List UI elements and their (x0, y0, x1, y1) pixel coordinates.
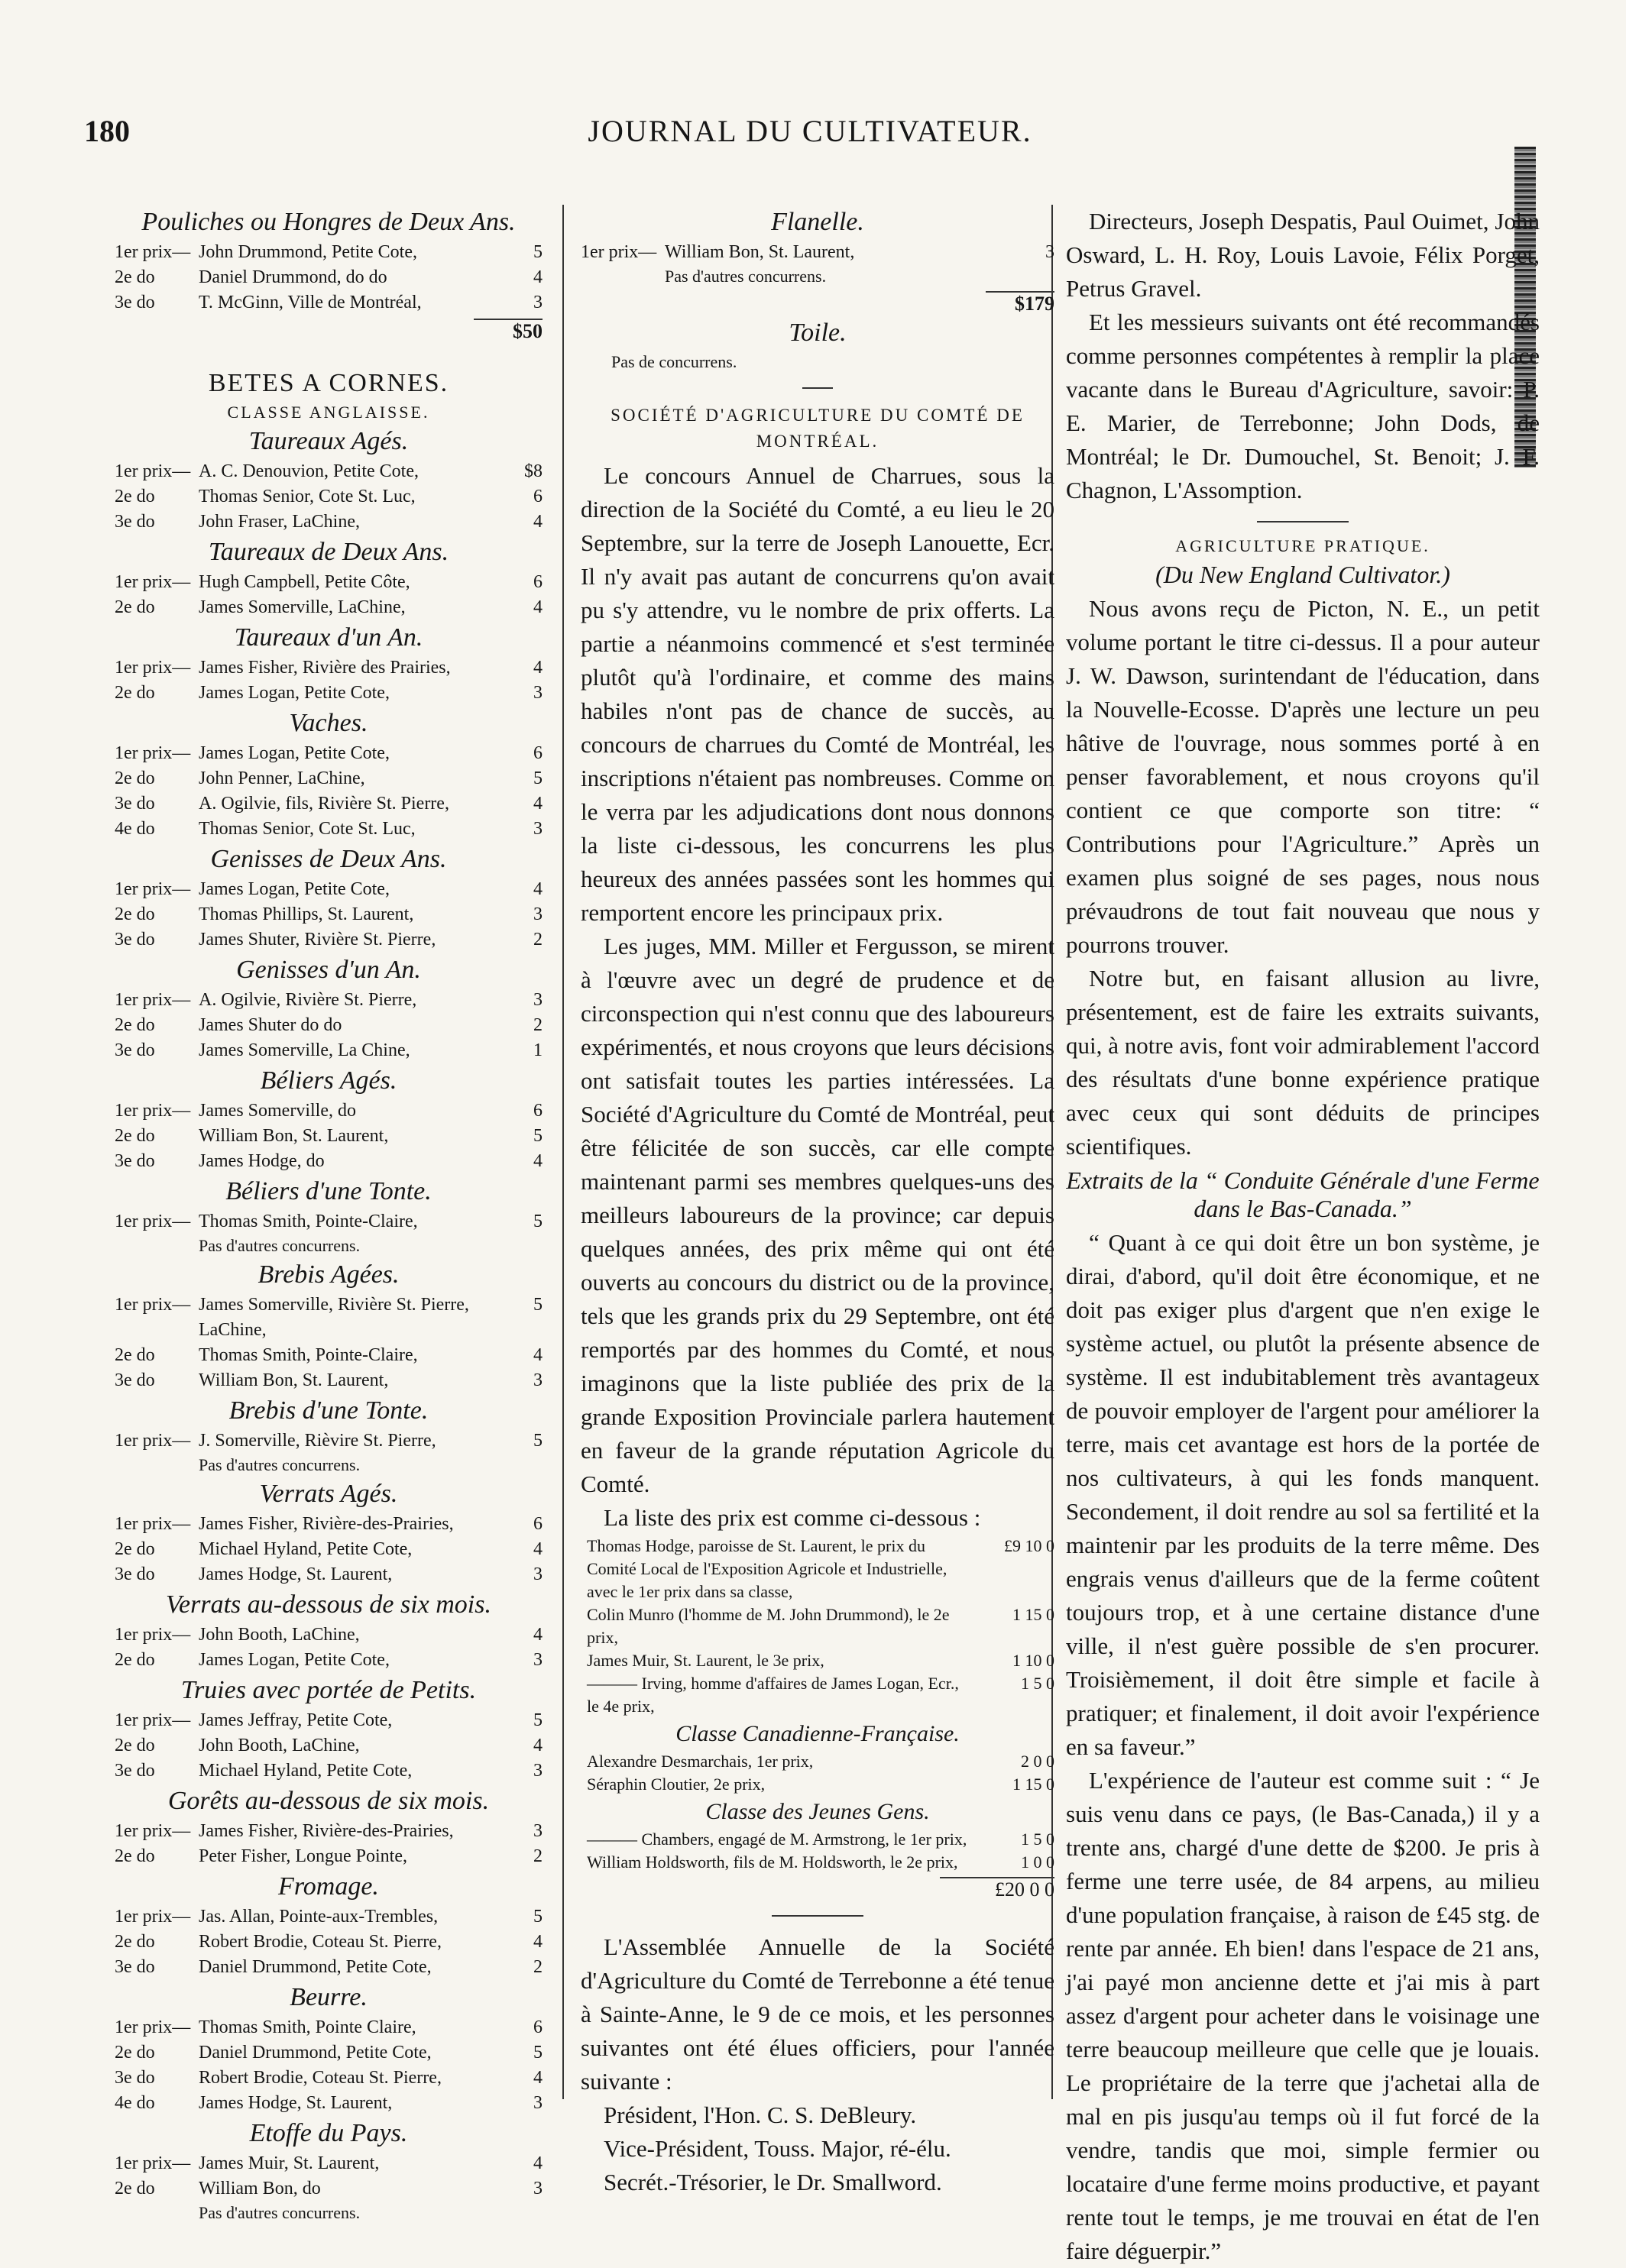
prize-amount: 4 (533, 1151, 543, 1171)
prize-rank: 2e do (115, 487, 155, 506)
prize-row (581, 1773, 1054, 1796)
prize-row (581, 1851, 1054, 1874)
winner-name: Robert Brodie, Coteau St. Pierre, (199, 2068, 442, 2088)
prize-amount: 6 (533, 1101, 543, 1121)
prize-rank: 3e do (115, 1957, 155, 1977)
prize-amount: 5 (533, 1907, 543, 1927)
prize-row (115, 1512, 543, 1537)
prize-row (115, 1428, 543, 1454)
prize-list (115, 2151, 543, 2202)
prize-rank: 1er prix— (115, 743, 191, 763)
section-title: Toile. (789, 319, 847, 347)
winner-name: James Fisher, Rivière-des-Prairies, (199, 1514, 454, 1534)
prize-amount: 3 (533, 683, 543, 703)
section-title: Brebis d'une Tonte. (228, 1396, 429, 1425)
winner-name: Thomas Senior, Cote St. Luc, (199, 819, 416, 839)
page-number: 180 (84, 114, 130, 148)
prize-amount: 4 (533, 1736, 543, 1755)
prize-amount: 5 (533, 768, 543, 788)
prize-amount: 3 (533, 904, 543, 924)
winner-name: James Muir, St. Laurent, (199, 2153, 380, 2173)
winner-name: Daniel Drummond, Petite Cote, (199, 2043, 432, 2063)
prize-amount: 3 (533, 1821, 543, 1841)
prize-amount: 3 (533, 1370, 543, 1390)
paragraph: L'expérience de l'auteur est comme suit : “ Je suis venu dans ce pays, (le Bas-Canada,) il y a trente ans, chargé d'une dette de $200. Je pris à ferme une terre usée, de 84 arpens, au milieu d'une population française, à raison de £45 stg. de rente par année. Eh bien! dans l'espace de 21 ans, j'ai payé mon ancienne dette et j'ai mis à part assez d'argent pour acheter dans le voisinage une terre beaucoup meilleure que celle que je louais. Le propriétaire de la terre que j'achetai alla de mal en pis jusqu'au temps où il fut forcé de la vendre, tandis que moi, simple fermier ou locataire d'une ferme moins productive, et payant rente tout le temps, je me trouvai en état de l'en faire déguerpir.” (1066, 1767, 1540, 2264)
winner-name: James Somerville, LaChine, (199, 597, 406, 617)
prize-total: £20 0 0 (940, 1877, 1054, 1901)
prize-row (115, 1368, 543, 1393)
prize-rank: 2e do (115, 1650, 155, 1670)
prize-amount: 3 (533, 819, 543, 839)
prize-rank: 1er prix— (115, 242, 191, 262)
note: Pas d'autres concurrens. (199, 2203, 361, 2222)
prize-rank: 2e do (115, 597, 155, 617)
extract-title: Extraits de la “ Conduite Générale d'une Ferme dans le Bas-Canada.” (1066, 1166, 1540, 1222)
paragraph: Les juges, MM. Miller et Fergusson, se mirent à l'œuvre avec un degré de prudence et de circonspection qui n'est connu que des laboureurs expérimentés, et nous croyons que leurs décisions ont satisfait toutes les parties intéressées. La Société d'Agriculture du Comté de Montréal, peut être félicitée de son succès, car elle compte maintenant parmi ses membres quelques-uns des meilleurs laboureurs de la province; car depuis quelques années, des prix même qui ont été ouverts au concours du district ou de la province, tels que les grands prix du 29 Septembre, ont été remportés par des hommes du Comté, et nous imaginons que la liste publiée des prix de la grande Exposition Provinciale parlera hautement en faveur de la grande réputation Agricole du Comté. (581, 933, 1054, 1497)
winner-name: James Fisher, Rivière-des-Prairies, (199, 1821, 454, 1841)
officer-line: Secrét.-Trésorier, le Dr. Smallword. (604, 2169, 942, 2195)
prize-rank: 3e do (115, 512, 155, 532)
prize-rank: 4e do (115, 2093, 155, 2113)
prize-row (115, 1758, 543, 1784)
prize-rank: 4e do (115, 819, 155, 839)
prize-text: ——— Irving, homme d'affaires de James Logan, Ecr., le 4e prix, (587, 1674, 959, 1716)
prize-rank: 1er prix— (115, 1212, 191, 1231)
paragraph: Nous avons reçu de Picton, N. E., un petit volume portant le titre ci-dessus. Il a pour auteur J. W. Dawson, surintendant de l'éducation, dans la Nouvelle-Ecosse. D'après une lecture un peu hâtive de l'ouvrage, nous sommes porté à en penser favorablement, et nous croyons qu'il contient ce que comporte son titre: “ Contributions pour l'Agriculture.” Après un examen plus soigné de ses pages, nous nous prévaudrons de tout fait nouveau que nous y pourrons trouver. (1066, 595, 1540, 958)
prize-row (115, 1038, 543, 1063)
prize-row (115, 1562, 543, 1587)
section-title: Fromage. (278, 1872, 379, 1901)
divider (1257, 521, 1349, 523)
section-title: Taureaux d'un An. (234, 623, 423, 652)
prize-row (115, 877, 543, 902)
officer-line: Vice-Président, Touss. Major, ré-élu. (604, 2135, 951, 2162)
prize-amount: 5 (533, 1431, 543, 1451)
prize-row (115, 741, 543, 766)
winner-name: A. C. Denouvion, Petite Cote, (199, 461, 419, 481)
winner-name: James Shuter, Rivière St. Pierre, (199, 930, 436, 950)
winner-name: James Somerville, Rivière St. Pierre, LaChine, (199, 1295, 469, 1340)
prize-amount: 4 (533, 1345, 543, 1365)
prize-row (115, 681, 543, 706)
section-title: Verrats au-dessous de six mois. (166, 1590, 491, 1619)
paragraph: Le concours Annuel de Charrues, sous la direction de la Société du Comté, a eu lieu le 20 Septembre, sur la terre de Joseph Lanouette, Ecr. Il n'y avait pas autant de concurrens qu'on avait pu s'y attendre, vu le nombre de prix offerts. La partie a néanmoins commencé et s'est terminée plutôt qu'à l'ordinaire, et comme des mains habiles n'ont pas de chance de succès, au concours de charrues du Comté de Montréal, les inscriptions n'étaient pas nombreuses. Comme on le verra par les adjudications dont nous donnons la liste ci-dessous, les concurrens les plus heureux des années passées sont les hommes qui remportent encore les principaux prix. (581, 462, 1054, 926)
prize-list (115, 240, 543, 315)
winner-name: Jas. Allan, Pointe-aux-Trembles, (199, 1907, 439, 1927)
prize-row (115, 817, 543, 842)
prize-amount: 1 10 0 (1012, 1651, 1054, 1670)
winner-name: Peter Fisher, Longue Pointe, (199, 1846, 407, 1866)
prize-row (115, 1904, 543, 1930)
prize-row (115, 2040, 543, 2066)
prize-row (115, 1124, 543, 1149)
prize-row (115, 1098, 543, 1124)
winner-name: James Somerville, La Chine, (199, 1040, 410, 1060)
prize-amount: 6 (533, 2017, 543, 2037)
winner-name: Michael Hyland, Petite Cote, (199, 1761, 413, 1781)
class-heading: Classe Canadienne-Française. (675, 1721, 960, 1746)
prize-row (115, 1623, 543, 1648)
prize-row (581, 1672, 1054, 1718)
prize-list (115, 1209, 543, 1234)
prize-row (115, 2015, 543, 2040)
prize-amount: 2 (533, 1015, 543, 1035)
prize-rank: 1er prix— (115, 879, 191, 899)
section-title: Pouliches ou Hongres de Deux Ans. (141, 208, 516, 236)
section-title: Brebis Agées. (258, 1260, 400, 1289)
column-1 (115, 205, 543, 2224)
section-title: Genisses d'un An. (236, 956, 421, 984)
prize-row (115, 1149, 543, 1174)
prize-amount: 3 (1045, 242, 1054, 262)
prize-list (115, 1623, 543, 1673)
prize-amount: 4 (533, 512, 543, 532)
section-title: Beurre. (290, 1983, 368, 2011)
prize-amount: 1 15 0 (1012, 1605, 1054, 1624)
winner-name: James Logan, Petite Cote, (199, 1650, 390, 1670)
prize-amount: 5 (533, 242, 543, 262)
prize-list (115, 1098, 543, 1174)
prize-amount: 1 5 0 (1021, 1830, 1054, 1849)
section-title: Truies avec portée de Petits. (180, 1676, 477, 1704)
prize-amount: 4 (533, 2153, 543, 2173)
prize-row (581, 1649, 1054, 1672)
prize-rank: 3e do (115, 930, 155, 950)
prize-amount: 3 (533, 293, 543, 312)
prize-amount: 1 15 0 (1012, 1775, 1054, 1794)
column-2 (581, 205, 1054, 2199)
prize-row (115, 1733, 543, 1758)
prize-list (115, 570, 543, 620)
winner-name: Thomas Senior, Cote St. Luc, (199, 487, 416, 506)
winner-name: Thomas Smith, Pointe Claire, (199, 2017, 416, 2037)
officer-line: Président, l'Hon. C. S. DeBleury. (604, 2101, 917, 2128)
prize-rank: 1er prix— (115, 1101, 191, 1121)
prize-row (581, 1603, 1054, 1649)
winner-name: James Logan, Petite Cote, (199, 743, 390, 763)
prize-row (115, 2066, 543, 2091)
prize-rank: 3e do (115, 794, 155, 814)
prize-amount: 2 (533, 930, 543, 950)
prize-text: ——— Chambers, engagé de M. Armstrong, le 1er prix, (587, 1830, 967, 1849)
prize-amount: £9 10 0 (1004, 1536, 1054, 1555)
paragraph: La liste des prix est comme ci-dessous : (604, 1504, 981, 1531)
prize-rank: 2e do (115, 2179, 155, 2198)
prize-list (115, 1428, 543, 1454)
section-title: Genisses de Deux Ans. (210, 845, 447, 873)
prize-row (581, 240, 1054, 265)
prize-rank: 1er prix— (115, 1821, 191, 1841)
winner-name: T. McGinn, Ville de Montréal, (199, 293, 422, 312)
prize-row (115, 927, 543, 953)
winner-name: A. Ogilvie, fils, Rivière St. Pierre, (199, 794, 449, 814)
prize-row (115, 2176, 543, 2202)
section-title: Etoffe du Pays. (249, 2119, 408, 2147)
prize-amount: 4 (533, 794, 543, 814)
winner-name: Daniel Drummond, do do (199, 267, 387, 287)
winner-name: James Logan, Petite Cote, (199, 683, 390, 703)
prize-amount: 2 (533, 1957, 543, 1977)
winner-name: Michael Hyland, Petite Cote, (199, 1539, 413, 1559)
prize-amount: 5 (533, 1126, 543, 1146)
prize-row (115, 1844, 543, 1869)
section-total: $50 (474, 319, 543, 343)
prize-row (115, 1819, 543, 1844)
prize-rank: 2e do (115, 1736, 155, 1755)
prize-amount: 1 5 0 (1021, 1674, 1054, 1693)
prize-rank: 3e do (115, 1151, 155, 1171)
prize-amount: 5 (533, 1710, 543, 1730)
prize-rank: 2e do (115, 1015, 155, 1035)
prize-rank: 1er prix— (115, 2017, 191, 2037)
prize-row (581, 1750, 1054, 1773)
class-heading: Classe des Jeunes Gens. (705, 1799, 930, 1824)
prize-amount: 6 (533, 1514, 543, 1534)
section-title: Vaches. (289, 709, 368, 737)
prize-row (115, 766, 543, 791)
winner-name: James Jeffray, Petite Cote, (199, 1710, 393, 1730)
prize-list (581, 1750, 1054, 1796)
prize-rank: 3e do (115, 293, 155, 312)
prize-rank: 2e do (115, 1539, 155, 1559)
section-title: Gorêts au-dessous de six mois. (167, 1787, 490, 1815)
winner-name: William Bon, St. Laurent, (665, 242, 855, 262)
paragraph: Notre but, en faisant allusion au livre, présentement, est de faire les extraits suivants, qui, à notre avis, font voir admirablement l'accord des résultats d'une bonne expérience pratique avec ceux qui sont déduits de principes scientifiques. (1066, 965, 1540, 1160)
prize-amount: 5 (533, 2043, 543, 2063)
prize-amount: 4 (533, 879, 543, 899)
prize-text: William Holdsworth, fils de M. Holdsworth, le 2e prix, (587, 1852, 958, 1872)
prize-list (581, 1535, 1054, 1718)
winner-name: J. Somerville, Rièvire St. Pierre, (199, 1431, 436, 1451)
prize-amount: 3 (533, 1564, 543, 1584)
winner-name: James Hodge, St. Laurent, (199, 2093, 393, 2113)
prize-list (115, 2015, 543, 2116)
prize-rank: 1er prix— (581, 242, 657, 262)
winner-name: James Hodge, St. Laurent, (199, 1564, 393, 1584)
prize-amount: 3 (533, 1761, 543, 1781)
winner-name: James Shuter do do (199, 1015, 342, 1035)
prize-list (581, 240, 1054, 265)
note: Pas d'autres concurrens. (199, 1455, 361, 1474)
prize-list (115, 459, 543, 535)
prize-row (115, 510, 543, 535)
prize-amount: 4 (533, 1932, 543, 1952)
prize-rank: 1er prix— (115, 990, 191, 1010)
prize-row (581, 1828, 1054, 1851)
prize-rank: 3e do (115, 1370, 155, 1390)
prize-rank: 2e do (115, 904, 155, 924)
section-title: Béliers d'une Tonte. (225, 1177, 432, 1205)
prize-rank: 2e do (115, 1345, 155, 1365)
prize-amount: 6 (533, 487, 543, 506)
section-title: Taureaux Agés. (248, 427, 409, 455)
prize-row (115, 2151, 543, 2176)
prize-row (115, 265, 543, 290)
note: Pas d'autres concurrens. (199, 1236, 361, 1255)
section-total: $179 (986, 291, 1054, 315)
section-heading: BETES A CORNES. (208, 369, 449, 397)
winner-name: John Fraser, LaChine, (199, 512, 360, 532)
prize-rank: 1er prix— (115, 1431, 191, 1451)
winner-name: John Drummond, Petite Cote, (199, 242, 417, 262)
winner-name: John Booth, LaChine, (199, 1625, 360, 1645)
winner-name: Robert Brodie, Coteau St. Pierre, (199, 1932, 442, 1952)
divider (772, 1915, 863, 1917)
winner-name: James Fisher, Rivière des Prairies, (199, 658, 451, 678)
class-heading: CLASSE ANGLAISSE. (227, 403, 430, 422)
prize-row (115, 595, 543, 620)
prize-row (581, 1535, 1054, 1603)
prize-amount: 6 (533, 743, 543, 763)
prize-rank: 2e do (115, 1932, 155, 1952)
prize-amount: 5 (533, 1212, 543, 1231)
prize-row (115, 902, 543, 927)
prize-text: Thomas Hodge, paroisse de St. Laurent, le prix du Comité Local de l'Exposition Agricole et Industrielle, avec le 1er prix dans sa classe, (587, 1536, 947, 1601)
prize-rank: 1er prix— (115, 1625, 191, 1645)
prize-amount: 4 (533, 1625, 543, 1645)
prize-amount: 4 (533, 658, 543, 678)
prize-row (115, 484, 543, 510)
prize-text: Séraphin Cloutier, 2e prix, (587, 1775, 766, 1794)
prize-row (115, 1013, 543, 1038)
winner-name: James Somerville, do (199, 1101, 356, 1121)
column-3 (1066, 205, 1540, 2268)
note: Pas de concurrens. (611, 352, 737, 371)
winner-name: Thomas Phillips, St. Laurent, (199, 904, 414, 924)
prize-row (115, 1343, 543, 1368)
prize-rank: 2e do (115, 683, 155, 703)
winner-name: James Hodge, do (199, 1151, 325, 1171)
prize-rank: 1er prix— (115, 1710, 191, 1730)
prize-row (115, 1708, 543, 1733)
prize-rank: 1er prix— (115, 2153, 191, 2173)
source-line: (Du New England Cultivator.) (1155, 561, 1450, 588)
prize-row (115, 459, 543, 484)
winner-name: William Bon, do (199, 2179, 321, 2198)
prize-list (581, 1828, 1054, 1874)
winner-name: William Bon, St. Laurent, (199, 1370, 389, 1390)
section-title: Flanelle. (771, 208, 864, 236)
winner-name: Hugh Campbell, Petite Côte, (199, 572, 410, 592)
winner-name: Daniel Drummond, Petite Cote, (199, 1957, 432, 1977)
winner-name: James Logan, Petite Cote, (199, 879, 390, 899)
section-title: Béliers Agés. (260, 1066, 397, 1095)
prize-amount: 4 (533, 597, 543, 617)
prize-row (115, 655, 543, 681)
prize-row (115, 1293, 543, 1343)
paragraph: L'Assemblée Annuelle de la Société d'Agriculture du Comté de Terrebonne a été tenue à Sainte-Anne, le 9 de ce mois, et les personnes suivantes ont été élues officiers, pour l'année suivante : (581, 1933, 1054, 2095)
prize-amount: $8 (524, 461, 543, 481)
prize-row (115, 1930, 543, 1955)
section-title: Verrats Agés. (259, 1480, 398, 1508)
prize-amount: 3 (533, 2179, 543, 2198)
paragraph: “ Quant à ce qui doit être un bon système, je dirai, d'abord, qu'il doit être économique, et ne doit pas exiger plus d'argent que n'en exige le système actuel, ou plutôt la présente absence de système. Il est indubitablement très avantageux de pouvoir employer de l'argent pour améliorer la terre, mais cet avantage est hors de la portée de nos cultivateurs, à qui les fonds manquent. Secondement, il doit rendre au sol sa fertilité et la maintenir par les produits de la terre même. Des engrais venus d'ailleurs que de la ferme coûtent toujours trop, et à une certaine distance d'une ville, il n'est guère possible de s'en procurer. Troisièmement, il doit être simple et facile à pratiquer; et finalement, il doit avoir l'expérience en sa faveur.” (1066, 1229, 1540, 1760)
paragraph: Directeurs, Joseph Despatis, Paul Ouimet, John Osward, L. H. Roy, Louis Lavoie, Félix Porget, Petrus Gravel. (1066, 208, 1540, 302)
prize-rank: 1er prix— (115, 1514, 191, 1534)
prize-list (115, 741, 543, 842)
prize-amount: 4 (533, 1539, 543, 1559)
prize-rank: 2e do (115, 768, 155, 788)
prize-amount: 3 (533, 1650, 543, 1670)
prize-amount: 6 (533, 572, 543, 592)
prize-row (115, 570, 543, 595)
prize-amount: 3 (533, 2093, 543, 2113)
prize-rank: 1er prix— (115, 1907, 191, 1927)
prize-list (115, 988, 543, 1063)
running-title: JOURNAL DU CULTIVATEUR. (588, 114, 1032, 148)
prize-rank: 3e do (115, 2068, 155, 2088)
prize-rank: 3e do (115, 1040, 155, 1060)
prize-rank: 1er prix— (115, 1295, 191, 1315)
prize-list (115, 1819, 543, 1869)
prize-amount: 1 (533, 1040, 543, 1060)
article-heading: AGRICULTURE PRATIQUE. (1175, 536, 1430, 555)
article-heading: SOCIÉTÉ D'AGRICULTURE DU COMTÉ DE MONTRÉAL. (611, 406, 1025, 451)
prize-list (115, 655, 543, 706)
prize-rank: 3e do (115, 1564, 155, 1584)
prize-list (115, 1512, 543, 1587)
prize-row (115, 240, 543, 265)
prize-row (115, 1209, 543, 1234)
prize-row (115, 1648, 543, 1673)
winner-name: Thomas Smith, Pointe-Claire, (199, 1212, 418, 1231)
prize-list (115, 1293, 543, 1393)
winner-name: John Penner, LaChine, (199, 768, 365, 788)
section-title: Taureaux de Deux Ans. (208, 538, 449, 566)
prize-row (115, 2091, 543, 2116)
prize-rank: 1er prix— (115, 658, 191, 678)
divider (802, 387, 833, 389)
prize-text: Alexandre Desmarchais, 1er prix, (587, 1752, 814, 1771)
column-rule (562, 205, 564, 2099)
winner-name: William Bon, St. Laurent, (199, 1126, 389, 1146)
prize-rank: 2e do (115, 1126, 155, 1146)
note: Pas d'autres concurrens. (665, 267, 827, 286)
prize-list (115, 1708, 543, 1784)
prize-rank: 2e do (115, 267, 155, 287)
prize-text: James Muir, St. Laurent, le 3e prix, (587, 1651, 824, 1670)
winner-name: A. Ogilvie, Rivière St. Pierre, (199, 990, 417, 1010)
prize-rank: 3e do (115, 1761, 155, 1781)
prize-list (115, 877, 543, 953)
prize-row (115, 791, 543, 817)
prize-row (115, 1537, 543, 1562)
prize-amount: 3 (533, 990, 543, 1010)
prize-list (115, 1904, 543, 1980)
winner-name: Thomas Smith, Pointe-Claire, (199, 1345, 418, 1365)
paragraph: Et les messieurs suivants ont été recommandés comme personnes compétentes à remplir la place vacante dans le Bureau d'Agriculture, savoir: P. E. Marier, de Terrebonne; John Dods, de Montréal; le Dr. Dumouchel, St. Benoit; J. F. Chagnon, L'Assomption. (1066, 309, 1540, 503)
page-header (84, 101, 1536, 177)
prize-amount: 5 (533, 1295, 543, 1315)
prize-amount: 2 0 0 (1021, 1752, 1054, 1771)
prize-rank: 1er prix— (115, 572, 191, 592)
prize-amount: 2 (533, 1846, 543, 1866)
prize-amount: 1 0 0 (1021, 1852, 1054, 1872)
prize-row (115, 290, 543, 315)
prize-rank: 2e do (115, 1846, 155, 1866)
prize-amount: 4 (533, 2068, 543, 2088)
prize-amount: 4 (533, 267, 543, 287)
winner-name: John Booth, LaChine, (199, 1736, 360, 1755)
prize-rank: 1er prix— (115, 461, 191, 481)
prize-rank: 2e do (115, 2043, 155, 2063)
prize-row (115, 988, 543, 1013)
prize-row (115, 1955, 543, 1980)
prize-text: Colin Munro (l'homme de M. John Drummond), le 2e prix, (587, 1605, 950, 1647)
